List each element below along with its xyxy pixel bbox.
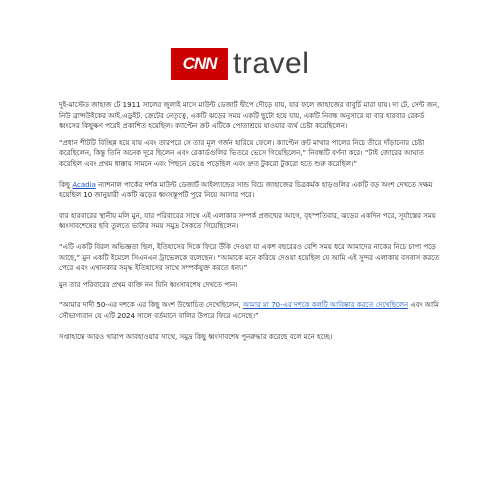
article-paragraph-7-quote xyxy=(59,300,445,321)
article-paragraph-2-quote: “প্রধান শীটটি বিচ্ছিন্ন হয়ে যায় এবং তারপরে সে তার মূল গর্জন হারিয়ে ফেলে। ক্যাপ্টেন ক্রট মাথার পালের নিচে তীরে দাঁড়ানোর চেষ্টা করেছিলেন, কিন্তু তিনি অনেক দূরে ছিলেন এবং রেকার্ডগুলির ভিতরে ভেসে গিয়েছিলেন,” নিবন্ধটি বর্ণনা করে। “টাই জোরের আঘাত করেছিল এবং প্রথম ধাক্কায় সামনে এবং পিছনে ভেঙে পড়েছিল এবং দ্রুত টুকরো টুকরো হতে শুরু করেছিল।” xyxy=(59,138,425,168)
paragraph-7-text-start: “আমার দাদী 50-এর দশকে এর কিছু অংশ উন্মোচিত দেখেছিলেন, xyxy=(59,301,243,310)
paragraph-3-text-end: ন্যাশনাল পার্কের দর্শক মাউন্ট ডেজার্ট আইল্যান্ডের সান্ড বিচে জাহাজের চিত্রকর্মক হাড়গুলির একটি বড় অংশ দেখতে সক্ষম হয়েছিল 10 জানুয়ারী একটি ঝড়ের ধ্বংসস্তূপটি পুরে নিয়ে আসার পরে। xyxy=(59,180,433,200)
acadia-link[interactable]: Acadia xyxy=(72,180,96,189)
article-paragraph-6: মুন তার পরিবারের প্রথম ব্যক্তি নন যিনি ধ্বংসাবশেষ দেখতে পান। xyxy=(59,280,238,289)
article-paragraph-8: সপ্তাহান্তে আরও খারাপ আবহাওয়ার সাথে, সমুদ্র কিছু ধ্বংসাবশেষ পুনরুদ্ধার করেছে বলে মনে হচ্ছে। xyxy=(59,332,333,341)
travel-logo-word: travel xyxy=(233,47,310,80)
paragraph-7-text-end: এবং আমি সৌভাগ্যবান যে এটি 2024 সালে বর্তমানে বালির উপরে ফিরে এসেছে।” xyxy=(59,301,439,320)
cnn-logo-mark: CNN xyxy=(171,48,228,80)
cnn-travel-logo[interactable] xyxy=(171,47,309,81)
paragraph-3-text-start: কিছু xyxy=(59,180,73,189)
article-paragraph-1: দুই-মাস্টেড জাহাজ টে 1911 সালের জুলাই মাসে মাউন্ট ডেজার্ট দ্বীপে দৌড়ে যায়, যার ফলে জাহাজের বাবুর্চি মারা যায়। দা টে, সেন্ট জন, নিউ ব্রান্সউইকের আই.এডুইট. ক্রেটের নেতৃত্বে, একটি ঝড়ের সময় একটি ছুটো হয়ে যায়, একটি নিবন্ধ অনুসারে যা বার হারবার রেকর্ড ধ্বংসের কিছুক্ষণ পরেই প্রকাশিত হয়েছিল। ক্যাপ্টেন ক্রট এটিকে পোতাশ্রয়ে যাওয়ার ব্যর্থ চেষ্টা করেছিলেন। xyxy=(59,101,440,131)
article-paragraph-4: বার হারবারের স্থানীয় মলি মুন, যার পরিবারের সাথে এই এলাকার সম্পর্ক প্রজন্মের আগে, বৃহস্পতিবার, ঝড়ের একদিন পরে, সূর্যাস্তের সময় ধ্বংসাবশেষের ছবি তুলতে ভাটার সময় সমুদ্র সৈকতে গিয়েছিলেন। xyxy=(59,211,436,231)
article-paragraph-3 xyxy=(59,180,445,201)
mother-discovery-link[interactable]: আমার মা 70-এর দশকে কলটি আবিষ্কার করতে দেখেছিলেন xyxy=(242,301,409,310)
article-body xyxy=(59,100,445,352)
article-paragraph-5-quote: “এটি একটি বিরল অভিজ্ঞতা ছিল, ইতিহাসের দিকে ফিরে উঁকি দেওয়া যা একশ বছরেরও বেশি সময় ধরে আমাদের নাকের নিচে চাপা পড়ে আছে,” মুন একটি ইমেলে সিএনএন ট্রাভেলকে বলেছেন। “আমাকে মনে করিয়ে দেওয়া হয়েছিল যে আমি এই সুন্দর এলাকায় বসবাস করতে পেরে এবং এখানকার সমৃদ্ধ ইতিহাসের সাথে সম্পর্কযুক্ত করতে ধন্য।” xyxy=(59,242,440,273)
